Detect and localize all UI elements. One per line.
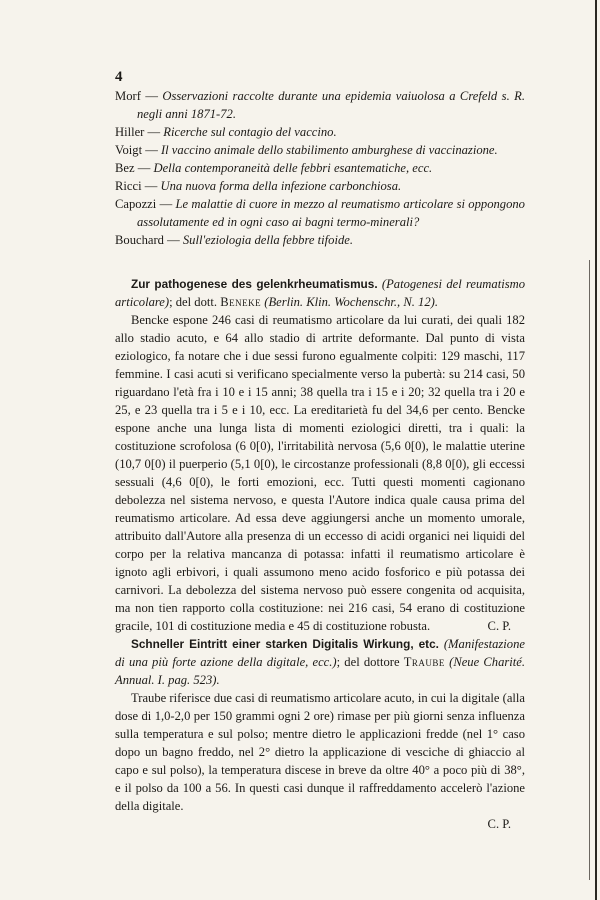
article-source: (Berlin. Klin. Wochenschr., N. 12).	[264, 295, 438, 309]
page-number: 4	[115, 69, 123, 85]
article-gelenkrheumatismus	[115, 275, 525, 635]
article-author: Beneke	[220, 295, 262, 309]
reference-item: Morf — Osservazioni raccolte durante una epidemia vaiuolosa a Crefeld s. R. negli anni 1871-72.	[115, 89, 525, 121]
article-subtitle: (Manifestazione di una più forte azione della digitale, ecc.)	[115, 637, 525, 669]
reference-item: Bouchard — Sull'eziologia della febbre tifoide.	[115, 233, 353, 247]
article-body: Bencke espone 246 casi di reumatismo articolare da lui curati, dei quali 182 allo stadio acuto, e 64 allo stadio di artrite deformante. Dal punto di vista eziologico, fa notare che i due sessi furono egualmente colpiti: 129 maschi, 117 femmine. I casi acuti si verificano specialmente verso la pubertà: su 214 casi, 50 riguardano l'età fra i 10 e i 15 anni; 38 quella tra i 15 e i 20; 32 quella tra i 20 e 25, e 23 quella tra i 5 e i 10, ecc. La ereditarietà fu del 34,6 per cento. Bencke espone anche una lunga lista di momenti eziologici diretti, tra i quali: la costituzione scrofolosa (6 0[0), l'irritabilità nervosa (5,6 0[0), le malattie uterine (10,7 0[0) il puerperio (5,1 0[0), le circostanze professionali (8,8 0[0), gli eccessi sessuali (4,6 0[0), le forti emozioni, ecc. Tutti questi momenti cagionano debolezza nel sistema nervoso, e questa l'Autore indica quale causa prima del reumatismo articolare. Ad essa deve aggiungersi anche un momento umorale, attribuito dall'Autore alla presenza di un eccesso di acidi organici nei liquidi del corpo per la relativa mancanza di potassa: infatti il reumatismo articolare è ignoto agli erbivori, i quali assumono meno acido fosforico e più potassa dei carnivori. La debolezza del sistema nervoso può essere congenita od acquisita, ma non tien rapporto colla costituzione: nei 216 casi, 54 erano di costituzione gracile, 101 di costituzione media e 45 di costituzione robusta. C. P.	[115, 313, 525, 633]
page-edge-shadow	[595, 0, 597, 900]
article-digitalis	[115, 635, 525, 833]
reference-list	[115, 87, 525, 249]
article-body: Traube riferisce due casi di reumatismo articolare acuto, in cui la digitale (alla dose di 1,0-2,0 per 150 grammi ogni 2 ore) rimase per più giorni senza influenza sulla temperatura e sul polso; mentre dietro le applicazioni fredde (nel 1° caso dopo un bagno freddo, nel 2° dietro la applicazione di vesciche di ghiaccio al capo e sul polso), la temperatura discese in breve da oltre 40° a poco più di 38°, e il polso da 100 a 56. In questi casi dunque il raffreddamento accelerò l'azione della digitale.	[115, 691, 525, 813]
page-edge-line	[589, 260, 590, 880]
reference-item: Voigt — Il vaccino animale dello stabilimento amburghese di vaccinazione.	[115, 143, 498, 157]
article-signature: C. P.	[487, 817, 511, 831]
article-header: Schneller Eintritt einer starken Digitalis Wirkung, etc. (Manifestazione di una più forte azione della digitale, ecc.); del dottore Traube (Neue Charité. Annual. I. pag. 523).	[115, 637, 526, 687]
article-heading: Zur pathogenese des gelenkrheumatismus.	[131, 277, 378, 291]
reference-item: Ricci — Una nuova forma della infezione carbonchiosa.	[115, 179, 402, 193]
article-heading: Schneller Eintritt einer starken Digitalis Wirkung, etc.	[131, 637, 439, 651]
reference-item: Capozzi — Le malattie di cuore in mezzo al reumatismo articolare si oppongono assolutamente ed in ogni caso ai bagni termo-minerali?	[115, 197, 525, 229]
reference-item: Hiller — Ricerche sul contagio del vaccino.	[115, 125, 337, 139]
article-source: (Neue Charité. Annual. I. pag. 523).	[115, 655, 526, 687]
article-header: Zur pathogenese des gelenkrheumatismus. (Patogenesi del reumatismo articolare); del dott. Beneke (Berlin. Klin. Wochenschr., N. 12).	[115, 277, 525, 309]
reference-item: Bez — Della contemporaneità delle febbri esantematiche, ecc.	[115, 161, 433, 175]
document-page	[115, 68, 525, 833]
article-author: Traube	[403, 655, 445, 669]
article-subtitle: (Patogenesi del reumatismo articolare)	[115, 277, 525, 309]
article-signature: C. P.	[487, 619, 511, 633]
